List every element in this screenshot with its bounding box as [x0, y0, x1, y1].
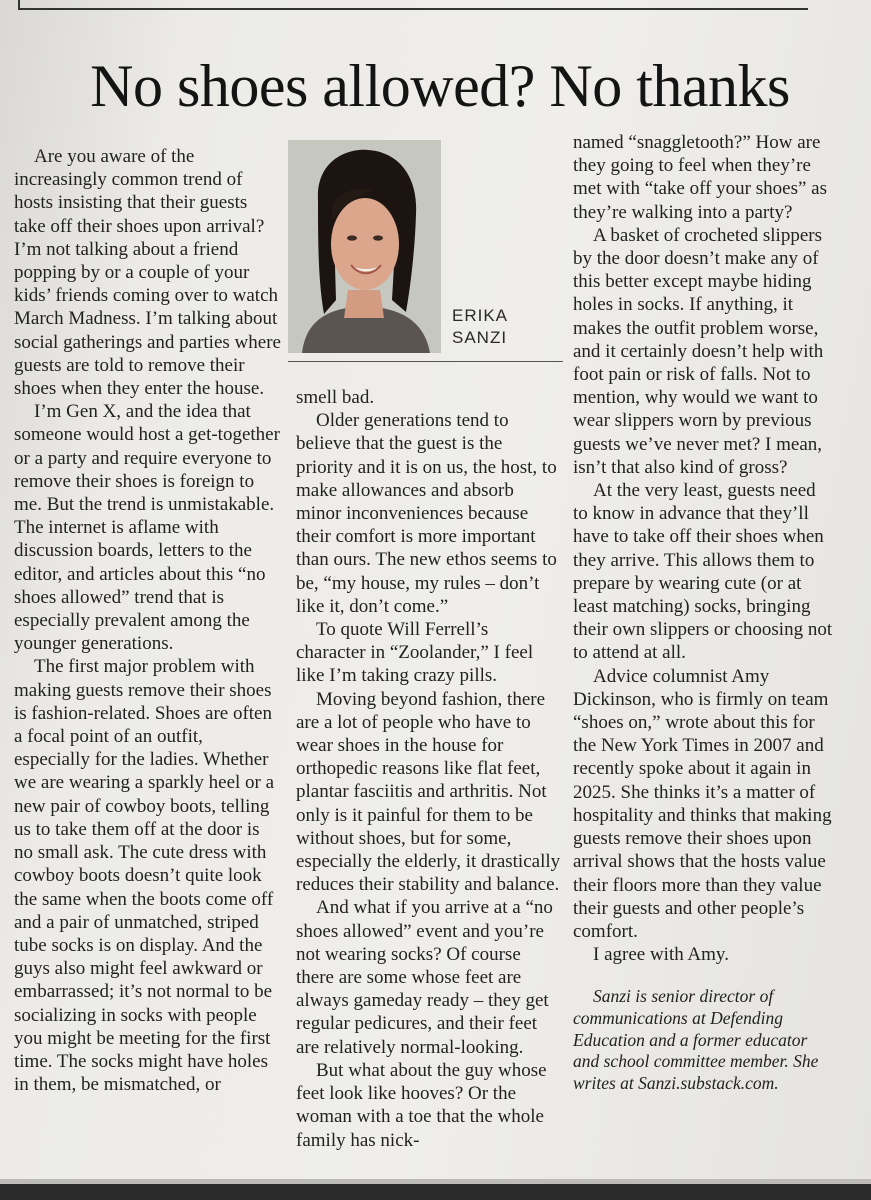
paragraph: smell bad. [296, 387, 375, 408]
paragraph: Moving beyond fashion, there are a lot of people who have to wear shoes in the house for orthopedic reasons like flat feet, plantar fasciitis and arthritis. Not only is it painful for them to be without shoes, but for some, especially the elderly, it drastically reduces their stability and balance. [296, 688, 561, 896]
byline [452, 305, 508, 349]
paragraph: At the very least, guests need to know in advance that they’ll have to take off their shoes when they arrive. This allows them to prepare by wearing cute (or at least matching) socks, bringing their own slippers or choosing not to attend at all. [573, 480, 833, 664]
column-1 [14, 145, 282, 1096]
top-box-rule [18, 0, 808, 10]
paragraph: named “snaggletooth?” How are they going to feel when they’re met with “take off your shoes” as they’re walking into a party? [573, 132, 827, 223]
author-portrait-image [288, 140, 441, 353]
author-bio: Sanzi is senior director of communications at Defending Education and a former educator and school committee member. She writes at Sanzi.substack.com. [573, 986, 819, 1093]
column-3 [573, 131, 835, 1094]
bottom-rule [0, 1184, 871, 1200]
paragraph: Are you aware of the increasingly common trend of hosts insisting that their guests take off their shoes upon arrival? I’m not talking about a friend popping by or a couple of your kids’ friends coming over to watch March Madness. I’m talking about social gatherings and parties where guests are told to remove their shoes when they enter the house. [14, 146, 281, 400]
byline-divider [288, 361, 563, 362]
column-2 [296, 386, 561, 1152]
paragraph: I’m Gen X, and the idea that someone would host a get-together or a party and require everyone to remove their shoes is foreign to me. But the trend is unmistakable. The internet is aflame with discussion boards, letters to the editor, and articles about this “no shoes allowed” trend that is especially prevalent among the younger generations. [14, 401, 280, 655]
paragraph: And what if you arrive at a “no shoes allowed” event and you’re not wearing socks? Of course there are some whose feet are always gameday ready – they get regular pedicures, and their feet are relatively normal-looking. [296, 897, 553, 1058]
byline-first-name: ERIKA [452, 306, 509, 325]
paragraph: But what about the guy whose feet look like hooves? Or the woman with a toe that the whole family has nick- [296, 1059, 547, 1151]
author-photo [288, 140, 441, 353]
paragraph: To quote Will Ferrell’s character in “Zoolander,” I feel like I’m taking crazy pills. [296, 619, 534, 687]
paragraph: Older generations tend to believe that the guest is the priority and it is on us, the host, to make allowances and absorb minor inconveniences because their comfort is more important than ours. The new ethos seems to be, “my house, my rules – don’t like it, don’t come.” [296, 410, 557, 617]
paragraph: The first major problem with making guests remove their shoes is fashion-related. Shoes are often a focal point of an outfit, especially for the ladies. Whether we are wearing a sparkly heel or a new pair of cowboy boots, telling us to take them off at the door is no small ask. The cute dress with cowboy boots doesn’t quite look the same when the boots come off and a pair of unmatched, striped tube socks is on display. And the guys also might feel awkward or embarrassed; it’s not normal to be socializing in socks with people you might be meeting for the first time. The socks might have holes in them, be mismatched, or [14, 656, 275, 1096]
paragraph: Advice columnist Amy Dickinson, who is firmly on team “shoes on,” wrote about this for the New York Times in 2007 and recently spoke about it again in 2025. She thinks it’s a matter of hospitality and thinks that making guests remove their shoes upon arrival shows that the hosts value their floors more than they value their guests and other people’s comfort. [573, 665, 832, 942]
paragraph: A basket of crocheted slippers by the door doesn’t make any of this better except maybe hiding holes in socks. If anything, it makes the outfit problem worse, and it certainly doesn’t help with foot pain or risk of falls. Not to mention, why would we want to wear slippers worn by previous guests we’ve never met? I mean, isn’t that also kind of gross? [573, 224, 824, 478]
paragraph: I agree with Amy. [593, 944, 729, 966]
byline-last-name: SANZI [452, 328, 508, 347]
headline: No shoes allowed? No thanks [90, 53, 790, 119]
